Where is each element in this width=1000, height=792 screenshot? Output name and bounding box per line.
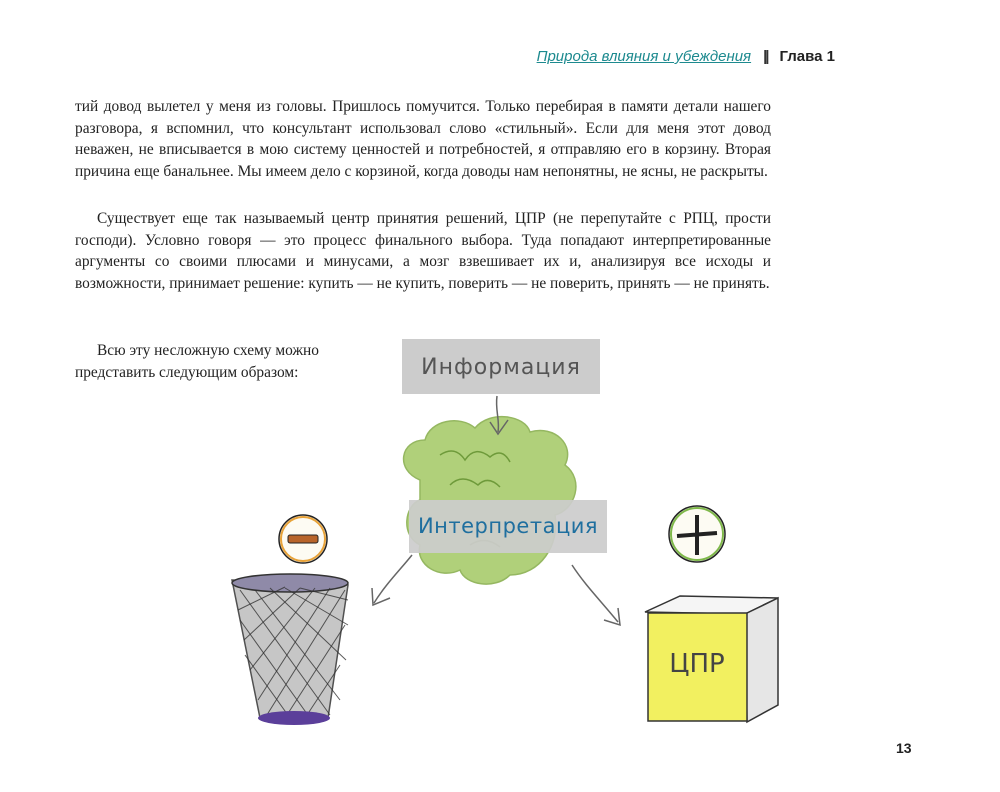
section-title: Природа влияния и убеждения	[536, 48, 752, 65]
decision-center-label: ЦПР	[669, 649, 725, 679]
diagram-intro-text: Всю эту несложную схему можно представить следующим образом:	[75, 342, 319, 381]
info-label: Информация	[421, 355, 581, 380]
decision-center-box	[645, 596, 778, 722]
minus-icon	[279, 515, 327, 563]
header-separator: ||	[763, 48, 768, 65]
interpretation-label: Интерпретация	[417, 514, 599, 538]
arrow-to-decision-center	[572, 565, 618, 622]
body-paragraph-1: тий довод вылетел у меня из головы. Пришлось помучится. Только перебирая в памяти детали нашего разговора, я вспомнил, что консультант использовал слово «стильный». Если для меня этот довод неважен, не вписывается в мою систему ценностей и потребностей, я отправляю его в корзину. Вторая причина еще банальнее. Мы имеем дело с корзиной, когда доводы нам непонятны, не ясны, не раскрыты.	[75, 98, 771, 180]
body-paragraph-2: Существует еще так называемый центр принятия решений, ЦПР (не перепутайте с РПЦ, прости господи). Условно говоря — это процесс финального выбора. Туда попадают интерпретированные аргументы со своими плюсами и минусами, а мозг взвешивает их и, анализируя все исходы и возможности, принимает решение: купить — не купить, поверить — не поверить, принять — не принять.	[75, 210, 771, 292]
page-number: 13	[896, 740, 912, 756]
plus-icon	[669, 506, 725, 562]
waste-basket-illustration	[232, 574, 348, 725]
arrow-to-basket	[374, 555, 412, 603]
chapter-label: Глава 1	[779, 48, 835, 65]
